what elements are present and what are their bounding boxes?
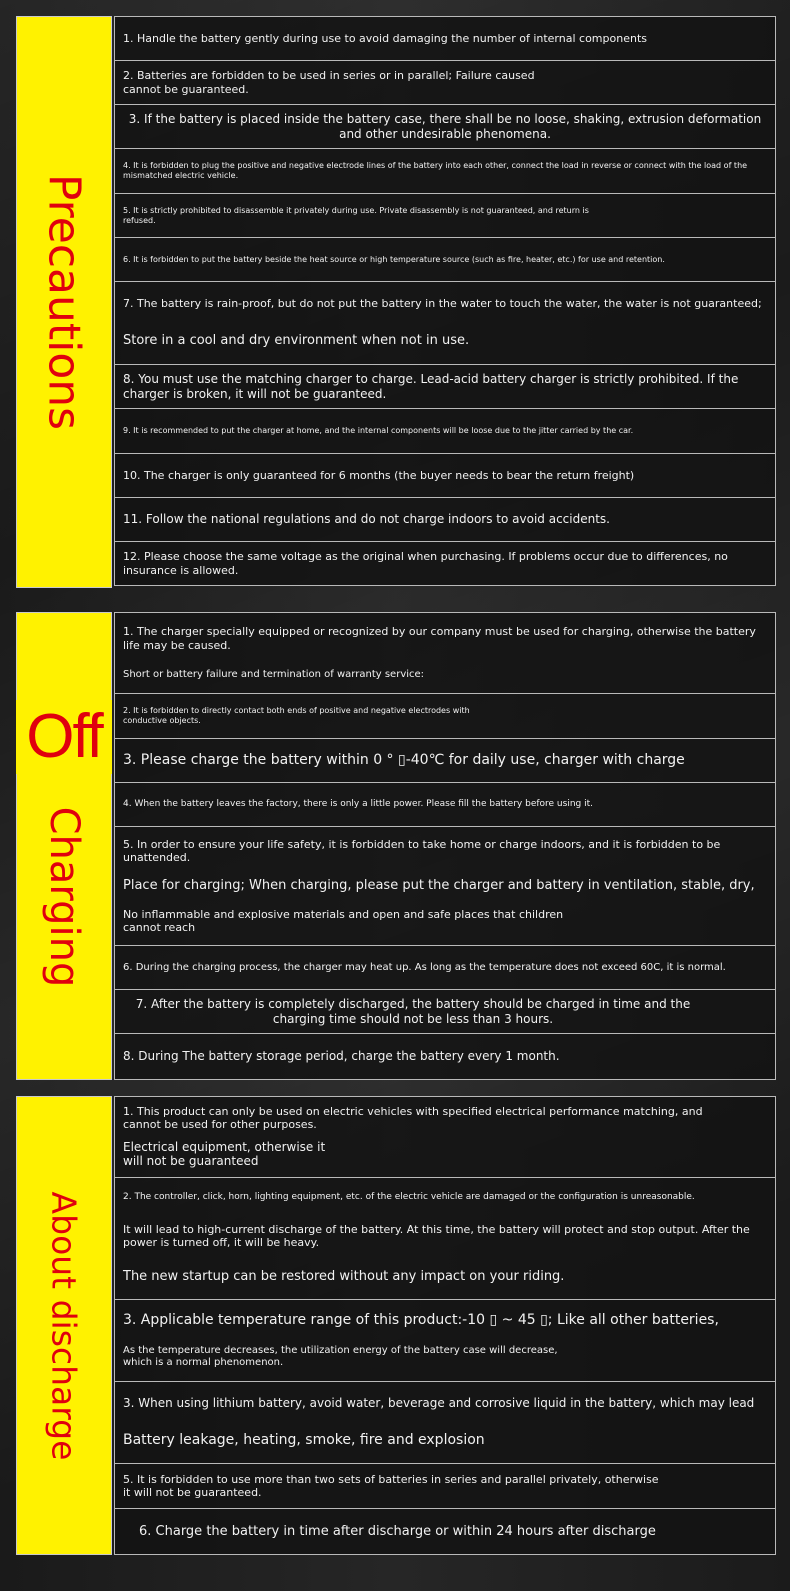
item-text: 5. It is strictly prohibited to disassemble it privately during use. Private disassembly is not guaranteed, and return is refused. xyxy=(123,205,589,225)
item-text: 8. During The battery storage period, charge the battery every 1 month. xyxy=(123,1049,560,1064)
item-text: Place for charging; When charging, please put the charger and battery in ventilation, stable, dry, xyxy=(123,878,755,894)
item-text: 12. Please choose the same voltage as the original when purchasing. If problems occur due to differences, no insurance is allowed. xyxy=(123,550,728,577)
item-text: 4. When the battery leaves the factory, there is only a little power. Please fill the battery before using it. xyxy=(123,799,593,810)
item-text: 11. Follow the national regulations and do not charge indoors to avoid accidents. xyxy=(123,512,610,527)
list-item xyxy=(114,783,776,827)
list-item xyxy=(114,194,776,238)
discharge-section xyxy=(16,1096,776,1555)
precautions-section xyxy=(16,16,776,588)
item-text: 7. After the battery is completely discharged, the battery should be charged in time and the charging time should not be less than 3 hours. xyxy=(135,997,691,1026)
list-item xyxy=(114,282,776,365)
item-text: 2. The controller, click, horn, lighting equipment, etc. of the electric vehicle are damaged or the configuration is unreasonable. xyxy=(123,1192,695,1203)
charging-sidebar xyxy=(16,612,112,1080)
list-item xyxy=(114,1096,776,1178)
item-text: 10. The charger is only guaranteed for 6 months (the buyer needs to bear the return freight) xyxy=(123,468,635,482)
list-item xyxy=(114,946,776,990)
list-item xyxy=(114,454,776,498)
list-item xyxy=(114,827,776,946)
list-item xyxy=(114,238,776,282)
item-text: 8. You must use the matching charger to charge. Lead-acid battery charger is strictly prohibited. If the charger is broken, it will not be guaranteed. xyxy=(123,372,739,401)
discharge-title: About discharge xyxy=(44,1191,84,1460)
item-text: 1. This product can only be used on electric vehicles with specified electrical performance matching, and cannot be used for other purposes. xyxy=(123,1105,703,1132)
item-text: 1. Handle the battery gently during use to avoid damaging the number of internal components xyxy=(123,31,647,45)
item-text: 3. When using lithium battery, avoid water, beverage and corrosive liquid in the battery, which may lead xyxy=(123,1396,755,1411)
item-text: 5. It is forbidden to use more than two sets of batteries in series and parallel privately, otherwise it will not be guaranteed. xyxy=(123,1472,659,1499)
precautions-title: Precautions xyxy=(38,173,90,431)
list-item xyxy=(114,365,776,409)
item-text: 5. In order to ensure your life safety, it is forbidden to take home or charge indoors, and it is forbidden to be unattended. xyxy=(123,837,721,865)
item-text: 2. It is forbidden to directly contact both ends of positive and negative electrodes with conductive objects. xyxy=(123,706,470,725)
item-text: 3. Please charge the battery within 0 ° ▯-40℃ for daily use, charger with charge xyxy=(123,752,685,769)
item-text: It will lead to high-current discharge of the battery. At this time, the battery will protect and stop output. After the power is turned off, it will be heavy. xyxy=(123,1222,750,1250)
item-text: 6. Charge the battery in time after discharge or within 24 hours after discharge xyxy=(139,1523,656,1539)
list-item xyxy=(114,1178,776,1300)
item-text: 3. If the battery is placed inside the battery case, there shall be no loose, shaking, extrusion deformation and other undesirable phenomena. xyxy=(128,112,762,141)
item-text: The new startup can be restored without any impact on your riding. xyxy=(123,1269,565,1285)
list-item xyxy=(114,105,776,149)
list-item xyxy=(114,149,776,194)
item-text: 3. Applicable temperature range of this product:-10 ▯ ~ 45 ▯; Like all other batteries, xyxy=(123,1312,719,1329)
list-item xyxy=(114,1300,776,1382)
list-item xyxy=(114,542,776,586)
item-text: As the temperature decreases, the utilization energy of the battery case will decrease, which is a normal phenomenon. xyxy=(123,1344,558,1368)
item-text: 1. The charger specially equipped or recognized by our company must be used for charging, otherwise the battery life may be caused. xyxy=(123,625,756,652)
discharge-sidebar xyxy=(16,1096,112,1555)
item-text: 6. During the charging process, the charger may heat up. As long as the temperature does not exceed 60C, it is normal. xyxy=(123,961,726,973)
list-item xyxy=(114,16,776,61)
list-item xyxy=(114,694,776,739)
precautions-list xyxy=(114,16,776,588)
charging-title: Charging xyxy=(41,806,87,988)
list-item xyxy=(114,1034,776,1080)
item-text: Store in a cool and dry environment when not in use. xyxy=(123,333,470,349)
item-text: 2. Batteries are forbidden to be used in series or in parallel; Failure caused cannot be guaranteed. xyxy=(123,69,535,96)
charging-section xyxy=(16,612,776,1080)
list-item xyxy=(114,612,776,694)
off-badge: Off xyxy=(16,700,112,774)
item-text: 4. It is forbidden to plug the positive and negative electrode lines of the battery into each other, connect the load in reverse or connect with the load of the mismatched electric vehicle. xyxy=(123,161,748,180)
list-item xyxy=(114,498,776,542)
item-text: Battery leakage, heating, smoke, fire and explosion xyxy=(123,1431,485,1448)
list-item xyxy=(114,1464,776,1509)
list-item xyxy=(114,409,776,454)
precautions-sidebar xyxy=(16,16,112,588)
list-item xyxy=(114,739,776,783)
discharge-list xyxy=(114,1096,776,1555)
item-text: Electrical equipment, otherwise it will not be guaranteed xyxy=(123,1140,326,1169)
item-text: 9. It is recommended to put the charger at home, and the internal components will be loose due to the jitter carried by the car. xyxy=(123,426,634,436)
item-text: No inflammable and explosive materials and open and safe places that children cannot reach xyxy=(123,907,564,934)
charging-list xyxy=(114,612,776,1080)
list-item xyxy=(114,1509,776,1555)
item-text: Short or battery failure and termination of warranty service: xyxy=(123,668,425,680)
list-item xyxy=(114,990,776,1034)
item-text: 7. The battery is rain-proof, but do not put the battery in the water to touch the water, the water is not guaranteed; xyxy=(123,297,762,311)
item-text: 6. It is forbidden to put the battery beside the heat source or high temperature source (such as fire, heater, etc.) for use and retention. xyxy=(123,254,665,264)
list-item xyxy=(114,61,776,105)
list-item xyxy=(114,1382,776,1464)
